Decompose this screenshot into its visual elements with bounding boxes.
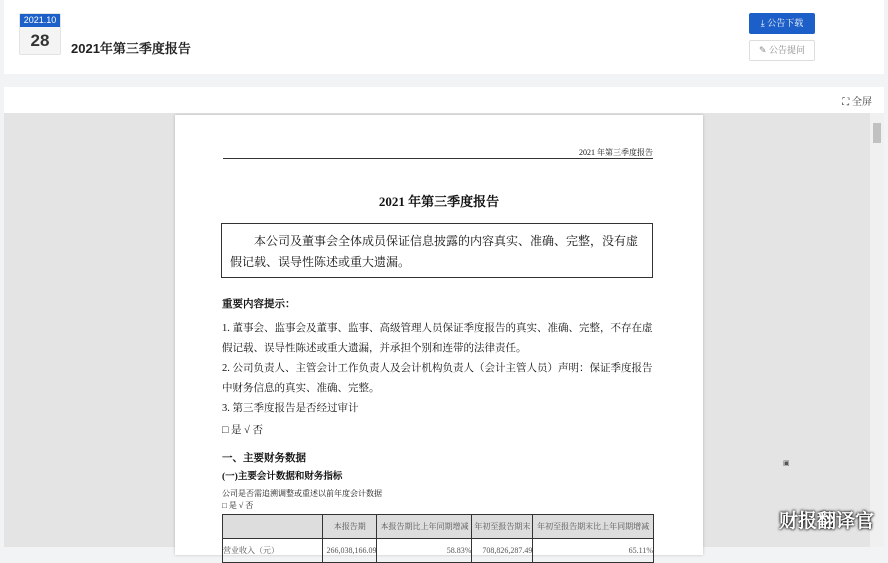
pdf-viewer[interactable] (4, 113, 884, 555)
restate-question: 公司是否需追溯调整或重述以前年度会计数据 (222, 489, 382, 498)
table-cell: 708,826,287.49 (472, 539, 533, 563)
report-header (4, 0, 884, 74)
table-header: 本报告期比上年同期增减 (377, 515, 472, 539)
ask-question-button[interactable] (749, 40, 815, 61)
viewer-toolbar (4, 87, 884, 113)
table-header-row (223, 515, 654, 539)
watermark: 财报翻译官 (778, 510, 874, 532)
table-cell: 266,038,166.09 (323, 539, 377, 563)
scrollbar-thumb[interactable] (873, 123, 881, 143)
page-marker-icon: ▣ (783, 460, 790, 467)
table-header (223, 515, 323, 539)
table-header: 年初至报告期末比上年同期增减 (533, 515, 654, 539)
download-label: 公告下载 (767, 18, 804, 28)
report-title: 2021年第三季度报告 (71, 41, 191, 56)
table-row (223, 539, 654, 563)
question-label: 公告提问 (769, 45, 806, 55)
section-heading: 一、主要财务数据 (222, 453, 306, 464)
statement-box: 本公司及董事会全体成员保证信息披露的内容真实、准确、完整，没有虚假记载、误导性陈述或重大遗漏。 (221, 223, 653, 278)
notice-item-2: 2. 公司负责人、主管会计工作负责人及会计机构负责人（会计主管人员）声明：保证季度报告中财务信息的真实、准确、完整。 (222, 363, 653, 394)
edit-icon: ✎ (758, 45, 770, 55)
table-cell: 营业收入（元） (223, 539, 323, 563)
fullscreen-button[interactable] (842, 93, 872, 108)
fullscreen-label: 全屏 (852, 97, 872, 108)
download-button[interactable] (749, 13, 815, 34)
notice-title: 重要内容提示： (222, 299, 296, 310)
table-cell: 65.11% (533, 539, 654, 563)
table-cell: 58.83% (377, 539, 472, 563)
header-rule (223, 158, 653, 159)
date-month: 2021.10 (20, 14, 60, 27)
pdf-page (175, 115, 703, 555)
doc-title: 2021 年第三季度报告 (378, 194, 500, 209)
fullscreen-icon: ⛶ (842, 97, 852, 108)
financial-table (222, 514, 654, 563)
subsection-heading: (一)主要会计数据和财务指标 (222, 472, 343, 482)
notice-item-3: 3. 第三季度报告是否经过审计 (222, 403, 359, 414)
date-badge (19, 13, 61, 55)
table-header: 年初至报告期末 (472, 515, 533, 539)
download-icon: ⤓ (760, 18, 768, 28)
restate-answer: □ 是 √ 否 (222, 501, 254, 510)
date-day: 28 (30, 31, 50, 50)
scrollbar[interactable] (870, 113, 884, 547)
audit-answer: □ 是 √ 否 (222, 425, 263, 436)
table-header: 本报告期 (323, 515, 377, 539)
notice-item-1: 1. 董事会、监事会及董事、监事、高级管理人员保证季度报告的真实、准确、完整，不存在虚假记载、误导性陈述或重大遗漏，并承担个别和连带的法律责任。 (222, 323, 653, 354)
running-head: 2021 年第三季度报告 (579, 148, 653, 157)
